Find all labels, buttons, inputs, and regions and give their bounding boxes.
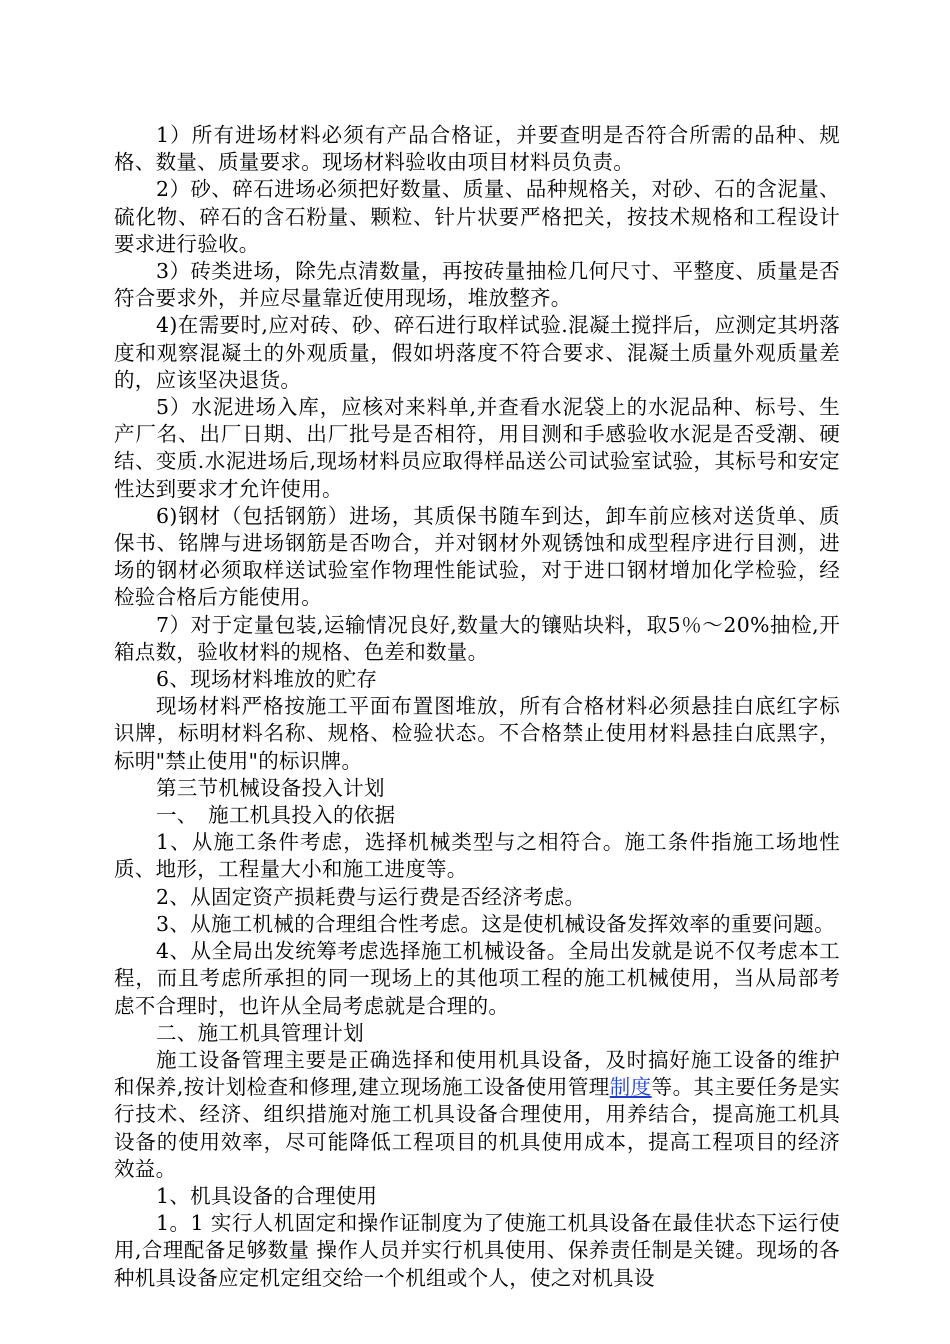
management-text-after: 等。其主要任务是实行技术、经济、组织措施对施工机具设备合理使用，用养结合，提高施工机具设备的使用效率，尽可能降低工程项目的机具使用成本，提高工程项目的经济效益。 <box>114 1075 841 1181</box>
paragraph-equipment-management <box>114 1047 840 1183</box>
paragraph-operator-certificate: 1。1 实行人机固定和操作证制度为了使施工机具设备在最佳状态下运行使用,合理配备足够数量 操作人员并实行机具使用、保养责任制是关键。现场的各种机具设备应定机定组交给一个机组或个人，使之对机具设 <box>114 1211 840 1290</box>
paragraph-packaged-tiles: 7）对于定量包装,运输情况良好,数量大的镶贴块料，取5％～20%抽检,开箱点数，验收材料的规格、色差和数量。 <box>114 612 840 664</box>
heading-rational-use: 1、机具设备的合理使用 <box>156 1183 378 1208</box>
system-link[interactable]: 制度 <box>609 1075 652 1100</box>
document-body <box>114 122 840 1292</box>
paragraph-storage-labels: 现场材料严格按施工平面布置图堆放，所有合格材料必须悬挂白底红字标识牌，标明材料名称、规格、检验状态。不合格禁止使用材料悬挂白底黑字，标明"禁止使用"的标识牌。 <box>114 694 840 773</box>
paragraph-sand-gravel: 2）砂、碎石进场必须把好数量、质量、品种规格关，对砂、石的含泥量、硫化物、碎石的含石粉量、颗粒、针片状要严格把关，按技术规格和工程设计要求进行验收。 <box>114 177 840 256</box>
section-title-equipment-plan: 第三节机械设备投入计划 <box>156 775 385 800</box>
management-text-before: 施工设备管理主要是正确选择和使用机具设备，及时搞好施工设备的维护和保养,按计划检查和修理,建立现场施工设备使用管理 <box>114 1047 840 1100</box>
paragraph-basis-conditions: 1、从施工条件考虑，选择机械类型与之相符合。施工条件指施工场地性质、地形，工程量大小和施工进度等。 <box>114 830 840 882</box>
heading-material-storage: 6、现场材料堆放的贮存 <box>156 667 378 692</box>
paragraph-basis-overall: 4、从全局出发统筹考虑选择施工机械设备。全局出发就是说不仅考虑本工程，而且考虑所承担的同一现场上的其他项工程的施工机械使用，当从局部考虑不合理时，也许从全局考虑就是合理的。 <box>114 939 840 1018</box>
heading-equipment-management: 二、施工机具管理计划 <box>156 1020 364 1045</box>
heading-equipment-basis: 一、 施工机具投入的依据 <box>156 803 396 828</box>
paragraph-basis-combination: 3、从施工机械的合理组合性考虑。这是使机械设备发挥效率的重要问题。 <box>156 911 835 936</box>
paragraph-basis-cost: 2、从固定资产损耗费与运行费是否经济考虑。 <box>156 884 586 909</box>
paragraph-sampling-tests: 4)在需要时,应对砖、砂、碎石进行取样试验.混凝土搅拌后，应测定其坍落度和观察混凝土的外观质量，假如坍落度不符合要求、混凝土质量外观质量差的，应该坚决退货。 <box>114 313 840 392</box>
paragraph-steel: 6)钢材（包括钢筋）进场，其质保书随车到达，卸车前应核对送货单、质保书、铭牌与进场钢筋是否吻合，并对钢材外观锈蚀和成型程序进行目测，进场的钢材必须取样送试验室作物理性能试验，对于进口钢材增加化学检验，经检验合格后方能使用。 <box>114 503 840 610</box>
paragraph-material-certificate: 1）所有进场材料必须有产品合格证，并要查明是否符合所需的品种、规格、数量、质量要求。现场材料验收由项目材料员负责。 <box>114 123 840 175</box>
paragraph-bricks: 3）砖类进场，除先点清数量，再按砖量抽检几何尺寸、平整度、质量是否符合要求外，并应尽量靠近使用现场，堆放整齐。 <box>114 259 840 311</box>
paragraph-cement: 5）水泥进场入库，应核对来料单,并查看水泥袋上的水泥品种、标号、生产厂名、出厂日期、出厂批号是否相符，用目测和手感验收水泥是否受潮、硬结、变质.水泥进场后,现场材料员应取得样品送公司试验室试验，其标号和安定性达到要求才允许使用。 <box>114 395 840 501</box>
